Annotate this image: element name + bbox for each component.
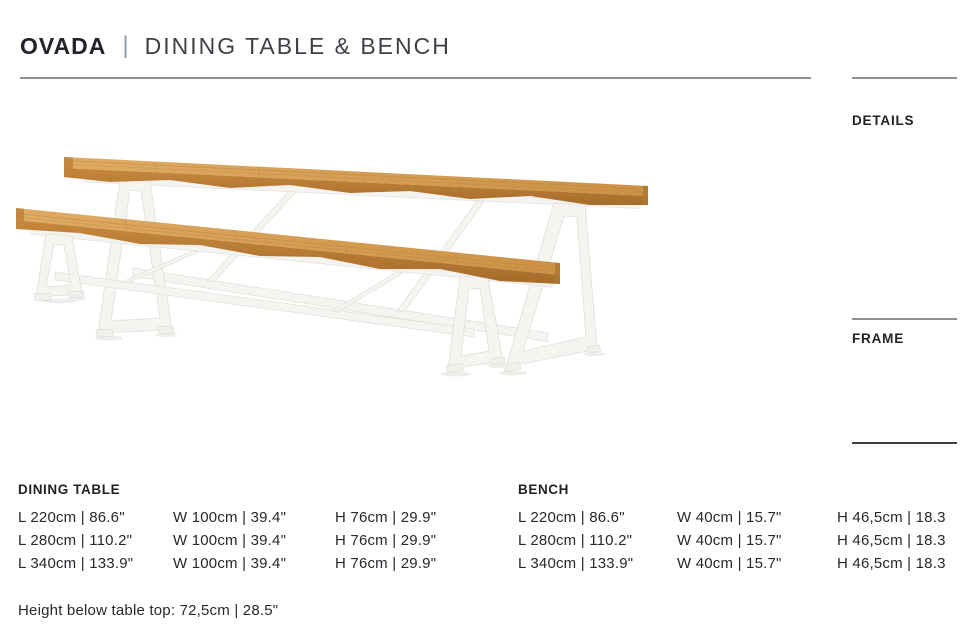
spec-cell-width: W 40cm | 15.7" xyxy=(677,532,782,549)
spec-section-bench xyxy=(518,483,961,575)
header-divider xyxy=(20,77,811,79)
table-row xyxy=(18,552,518,575)
table-top-end-right xyxy=(643,186,648,205)
bench-leg-left xyxy=(36,234,82,297)
spec-cell-length: L 340cm | 133.9" xyxy=(518,555,634,572)
bench-seat-surface xyxy=(16,208,560,275)
spec-section-dining-table xyxy=(18,483,518,575)
spec-cell-width: W 40cm | 15.7" xyxy=(677,555,782,572)
sidebar-heading-frame: FRAME xyxy=(852,331,904,346)
spec-cell-height: H 46,5cm | 18.3 xyxy=(837,555,946,572)
spec-cell-height: H 46,5cm | 18.3 xyxy=(837,532,946,549)
table-top-end-left xyxy=(64,157,73,178)
spec-cell-length: L 220cm | 86.6" xyxy=(18,509,125,526)
spec-cell-height: H 76cm | 29.9" xyxy=(335,509,437,526)
table-row xyxy=(18,506,518,529)
spec-cell-width: W 40cm | 15.7" xyxy=(677,509,782,526)
spec-cell-width: W 100cm | 39.4" xyxy=(173,555,287,572)
table-row xyxy=(518,506,961,529)
title-separator: | xyxy=(122,32,129,59)
brand-name: OVADA xyxy=(20,33,107,59)
sidebar-divider-middle xyxy=(852,318,957,320)
sidebar-divider-bottom xyxy=(852,442,957,444)
spec-cell-length: L 280cm | 110.2" xyxy=(518,532,633,549)
spec-cell-height: H 76cm | 29.9" xyxy=(335,555,437,572)
spec-cell-height: H 76cm | 29.9" xyxy=(335,532,437,549)
spec-cell-length: L 340cm | 133.9" xyxy=(18,555,134,572)
table-leg-left xyxy=(98,179,172,333)
spec-cell-width: W 100cm | 39.4" xyxy=(173,509,287,526)
product-image xyxy=(0,85,820,485)
spec-rows-bench xyxy=(518,506,961,575)
sidebar-divider-top xyxy=(852,77,957,79)
spec-cell-length: L 280cm | 110.2" xyxy=(18,532,133,549)
sidebar-heading-details: DETAILS xyxy=(852,113,915,128)
spec-title-bench: BENCH xyxy=(518,482,570,497)
spec-cell-length: L 220cm | 86.6" xyxy=(518,509,625,526)
bench-seat-end-right xyxy=(555,263,560,285)
spec-rows-dining-table xyxy=(18,506,518,575)
table-row xyxy=(518,529,961,552)
bench-seat-edge xyxy=(16,220,560,284)
height-below-top-note: Height below table top: 72,5cm | 28.5" xyxy=(18,602,279,619)
spec-title-dining-table: DINING TABLE xyxy=(18,482,121,497)
spec-cell-width: W 100cm | 39.4" xyxy=(173,532,287,549)
page-header xyxy=(20,33,451,61)
table-row xyxy=(518,552,961,575)
product-title: DINING TABLE & BENCH xyxy=(144,33,451,59)
table-row xyxy=(18,529,518,552)
spec-cell-height: H 46,5cm | 18.3 xyxy=(837,509,946,526)
